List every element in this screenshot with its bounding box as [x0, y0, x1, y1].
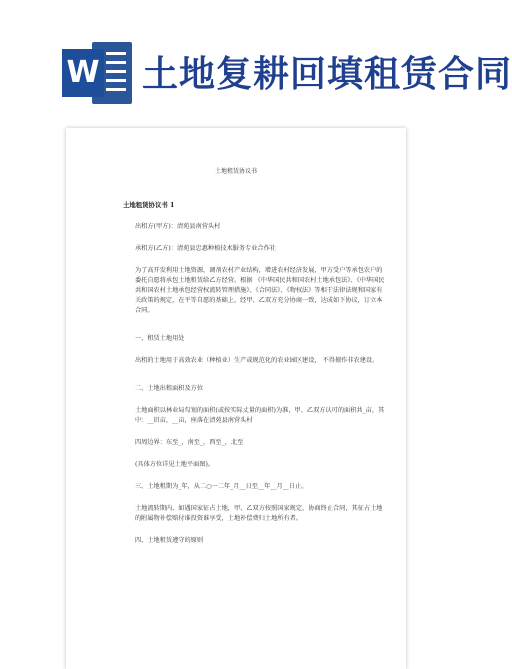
transfer-paragraph: 土地流转期内，如遇国家征占土地，甲、乙双方按照国家规定，协商终止合同，其征占土地的附属物补偿赔付谁投资谁享受，土地补偿费归土地所有者。	[135, 505, 383, 522]
intro-paragraph: 为了高开发利用土地资源，调剂农村产业结构，增进农村经济发展，甲方受户等承包农户的委托自愿将承包土地租赁给乙方经营。根据 《中华国民共和国农村土地承包法》、《中华国民共和国农村土地承包经营权流转管理措施》、《合同法》、《物权法》等相干法律法规和国家有关政策的规定，在平等自愿的基础上，经甲、乙双方充分协商一致，达成如下协议，订立本合同。	[135, 267, 385, 314]
boundaries-note: (具体方位详见土地平面图)。	[135, 461, 215, 468]
document-small-title: 土地租赁协议书	[214, 168, 257, 175]
clause-3: 三、土地租期为_年，从二○一二年_月__日至__年__月__日止。	[135, 483, 308, 490]
party-b: 承租方(乙方)：清苑县忠惠种植技术服务专业合作社	[135, 245, 276, 252]
clause-1-text: 出租的土地用于高效农业（种植业）生产或规范化的农业园区建设， 不得擅作非农建设。	[135, 357, 379, 364]
page-title: 土地复耕回填租赁合同	[142, 54, 512, 95]
header	[0, 0, 512, 110]
clause-2-text: 土地面积以林业局勾划的面积(或按实际丈量的面积)为准，甲、乙双方认可的面积共_亩，其中：__旧亩，__亩，座落在清苑县南营头村	[135, 407, 385, 424]
clause-4-title: 四、土地租赁遵守的原则	[135, 537, 204, 544]
word-icon-letter: W	[62, 49, 104, 97]
clause-2-title: 二、土地出租面积及方位	[135, 385, 204, 392]
clause-1-title: 一、租赁土地用处	[135, 335, 185, 342]
word-document-icon	[62, 42, 132, 104]
document-content	[123, 200, 386, 546]
document-page	[66, 128, 406, 669]
word-icon-lines	[106, 52, 126, 97]
boundaries: 四周边界：东至_，南至_，西至_，北至	[135, 439, 244, 446]
party-a: 出租方(甲方)：清苑县南营头村	[135, 223, 221, 230]
section-title: 土地租赁协议书 1	[123, 201, 175, 209]
